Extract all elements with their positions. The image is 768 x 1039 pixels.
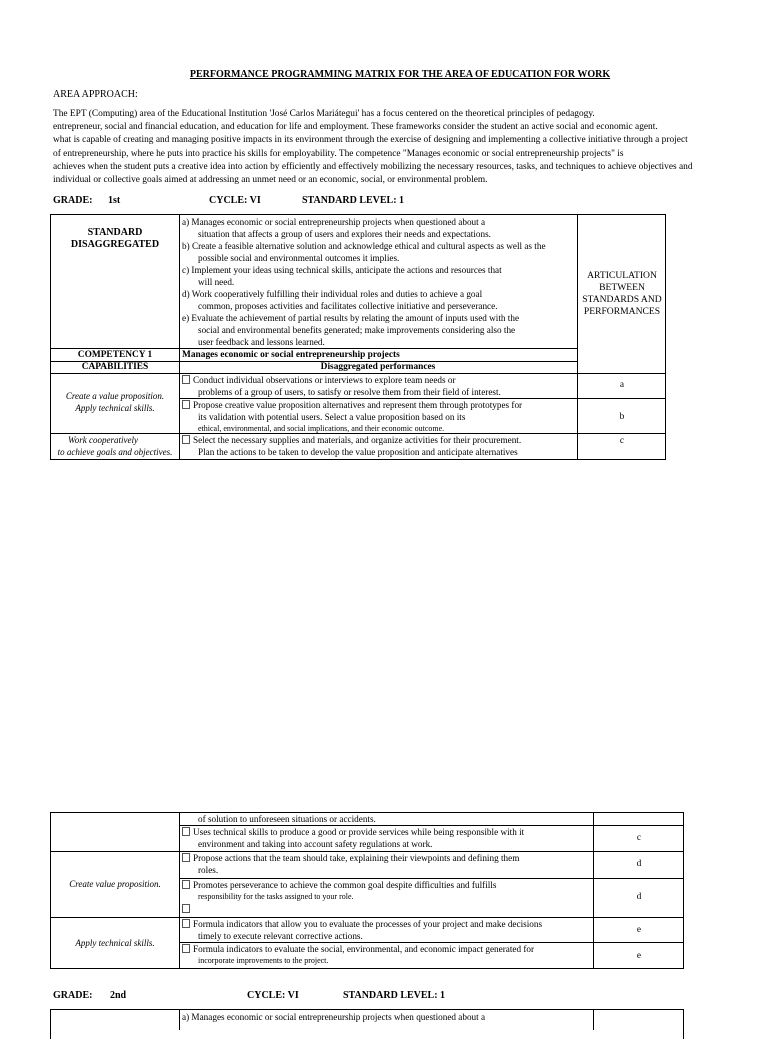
competency-label: COMPETENCY 1 <box>77 350 153 360</box>
grade-value: 1st <box>108 195 121 206</box>
intro-line: achieves when the student puts a creative idea into action by efficiently and effectively mobilizing the necessary resources, tasks, and techniques to achieve objectives and <box>53 161 693 172</box>
page-title: PERFORMANCE PROGRAMMING MATRIX FOR THE AREA OF EDUCATION FOR WORK <box>189 69 611 80</box>
performance-item: Formula indicators that allow you to evaluate the processes of your project and make decisions timely to execute relevant corrective actions. <box>182 918 594 942</box>
articulation-mark: e <box>636 951 642 961</box>
grade-value: 2nd <box>110 990 127 1001</box>
standard-level-label: STANDARD LEVEL: 1 <box>343 990 446 1001</box>
standard-item: d) Work cooperatively fulfilling their individual roles and duties to achieve a goal <box>182 289 483 299</box>
articulation-mark: c <box>636 833 642 843</box>
intro-paragraph <box>53 108 768 187</box>
checkbox-icon <box>182 400 190 409</box>
intro-line: The EPT (Computing) area of the Educational Institution 'José Carlos Mariátegui' has a focus centered on the theoretical principles of pedagogy. <box>53 109 595 119</box>
capability-cell: Create a value proposition. Apply technical skills. <box>65 391 165 413</box>
checkbox-icon <box>182 919 190 928</box>
grade-label: GRADE: <box>53 990 93 1001</box>
articulation-mark: b <box>619 412 625 422</box>
checkbox-icon <box>182 375 190 384</box>
grade-label: GRADE: <box>53 195 93 206</box>
performance-item: Propose actions that the team should take, explaining their viewpoints and defining them roles. <box>182 852 594 876</box>
performance-table-3 <box>50 1009 684 1039</box>
capability-cell: Apply technical skills. <box>75 938 155 948</box>
articulation-mark: a <box>619 380 625 390</box>
articulation-header: ARTICULATION BETWEEN STANDARDS AND PERFORMANCES <box>582 270 662 317</box>
articulation-mark: e <box>636 925 642 935</box>
checkbox-icon <box>182 853 190 862</box>
standard-item: e) Evaluate the achievement of partial results by relating the amount of inputs used with the <box>182 313 520 323</box>
standard-disaggregated-label: STANDARD DISAGGREGATED <box>70 227 160 250</box>
standard-item: a) Manages economic or social entrepreneurship projects when questioned about a <box>182 217 486 227</box>
cycle-label: CYCLE: VI <box>209 195 261 206</box>
performance-item: Conduct individual observations or interviews to explore team needs or problems of a group of users, to satisfy or resolve them from their field of interest. <box>182 374 577 398</box>
checkbox-icon <box>182 944 190 953</box>
articulation-mark: d <box>636 892 642 902</box>
area-approach-label: AREA APPROACH: <box>53 89 138 100</box>
performance-item: Formula indicators to evaluate the social, environmental, and economic impact generated for incorporate improvements to the project. <box>182 943 594 967</box>
cycle-label: CYCLE: VI <box>247 990 299 1001</box>
standard-item: a) Manages economic or social entrepreneurship projects when questioned about a <box>182 1012 486 1022</box>
standard-level-label: STANDARD LEVEL: 1 <box>302 195 405 206</box>
standard-description: a) Manages economic or social entrepreneurship projects when questioned about a situation that affects a group of users and explores their needs and expectations. b) Create a feasible alternative solution and acknowledge ethical and cultural aspects as well as the possible social and environmental outcomes it implies. c) Implement your ideas using technical skills, anticipate the actions and resources that will need. d) Work cooperatively fulfilling their individual roles and duties to achieve a goal common, proposes activities and facilitates collective initiative and perseverance. e) Evaluate the achievement of partial results by relating the amount of inputs used with the social and environmental benefits generated; make improvements considering also the user feedback and lessons learned. <box>182 216 577 348</box>
capability-cell: Work cooperatively to achieve goals and objectives. <box>57 435 173 457</box>
performance-item: Select the necessary supplies and materials, and organize activities for their procurement. Plan the actions to be taken to develop the value proposition and anticipate alternatives <box>182 434 577 458</box>
capabilities-label: CAPABILITIES <box>81 362 149 372</box>
checkbox-icon <box>182 827 190 836</box>
performance-item: Uses technical skills to produce a good or provide services while being responsible with it environment and taking into account safety regulations at work. <box>182 826 594 850</box>
standard-item: b) Create a feasible alternative solution and acknowledge ethical and cultural aspects as well as the <box>182 241 546 251</box>
articulation-mark: d <box>636 859 642 869</box>
intro-line: what is capable of creating and managing positive impacts in its environment through the exercise of designing and implementing a collective initiative through a project <box>53 135 688 146</box>
performance-table-2 <box>50 812 684 969</box>
checkbox-icon <box>182 435 190 444</box>
performances-label: Disaggregated performances <box>320 362 436 372</box>
performance-item: Promotes perseverance to achieve the common goal despite difficulties and fulfills responsibility for the tasks assigned to your role. <box>182 879 594 915</box>
performance-item: Propose creative value proposition alternatives and represent them through prototypes for its validation with potential users. Select a value proposition based on its ethical, environmental, and social implications, and their economic outcome. <box>182 399 577 434</box>
intro-line: individual or collective goals aimed at addressing an unmet need or an economic, social, or environmental problem. <box>53 175 488 186</box>
intro-line: of entrepreneurship, where he puts into practice his skills for employability. The competence "Manages economic or social entrepreneurship projects" is <box>53 148 624 159</box>
capability-cell: Create value proposition. <box>69 879 161 889</box>
standard-item: c) Implement your ideas using technical skills, anticipate the actions and resources that <box>182 265 502 275</box>
competency-value: Manages economic or social entrepreneurship projects <box>182 350 400 360</box>
intro-line: entrepreneur, social and financial education, and education for life and employment. These frameworks consider the student an active social and economic agent. <box>53 122 658 133</box>
checkbox-icon <box>182 880 190 889</box>
articulation-mark: c <box>619 436 625 446</box>
performance-table-1 <box>50 214 666 460</box>
continuation-line: of solution to unforeseen situations or accidents. <box>198 814 376 824</box>
checkbox-icon <box>182 904 190 913</box>
